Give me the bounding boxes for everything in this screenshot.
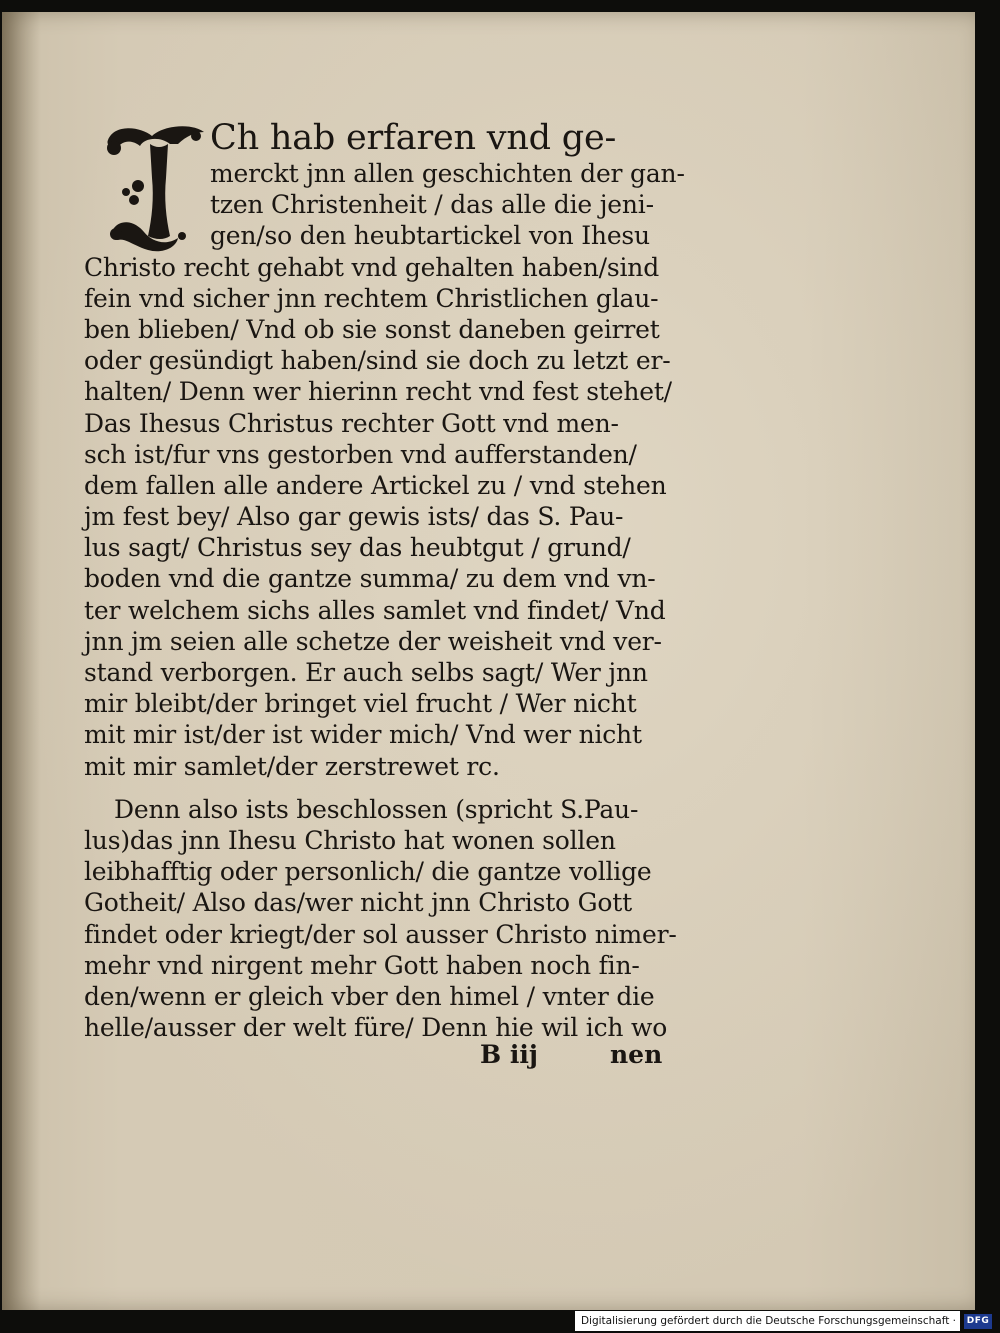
text-line: mit mir ist/der ist wider mich/ Vnd wer nicht (84, 720, 642, 750)
text-line: Denn also ists beschlossen (spricht S.Pau- (114, 794, 639, 824)
text-line: Christo recht gehabt vnd gehalten haben/sind (84, 252, 660, 282)
text-line: jnn jm seien alle schetze der weisheit vnd ver- (84, 626, 662, 656)
text-line: helle/ausser der welt füre/ Denn hie wil ich wo (84, 1013, 668, 1043)
text-line: sch ist/fur vns gestorben vnd aufferstanden/ (84, 439, 637, 469)
text-line: jm fest bey/ Also gar gewis ists/ das S. Pau- (84, 502, 624, 532)
text-line: boden vnd die gantze summa/ zu dem vnd vn- (84, 564, 656, 594)
main-text (84, 118, 685, 1043)
text-line: leibhafftig oder personlich/ die gantze vollige (84, 857, 652, 887)
text-line: merckt jnn allen geschichten der gan- (210, 159, 685, 188)
text-line: dem fallen alle andere Artickel zu / vnd stehen (84, 470, 667, 500)
text-line: ter welchem sichs alles samlet vnd findet/ Vnd (84, 595, 666, 625)
catchword: nen (610, 1040, 663, 1069)
digitization-credit: Digitalisierung gefördert durch die Deutsche Forschungsgemeinschaft · (575, 1311, 960, 1331)
text-line: Gotheit/ Also das/wer nicht jnn Christo Gott (84, 888, 632, 918)
text-line: mit mir samlet/der zerstrewet rc. (84, 751, 500, 781)
dfg-logo: DFG (964, 1314, 992, 1329)
signature-mark: B iij (480, 1040, 538, 1069)
page-gutter-shadow (2, 12, 40, 1310)
text-line: ben blieben/ Vnd ob sie sonst daneben geirret (84, 314, 660, 344)
text-line: halten/ Denn wer hierinn recht vnd fest stehet/ (84, 377, 672, 407)
text-line: mehr vnd nirgent mehr Gott haben noch fin- (84, 950, 640, 980)
text-line: lus sagt/ Christus sey das heubtgut / grund/ (84, 533, 631, 563)
text-line: Ch hab erfaren vnd ge- (210, 118, 617, 158)
text-line: lus)das jnn Ihesu Christo hat wonen sollen (84, 825, 616, 855)
text-line: den/wenn er gleich vber den himel / vnter die (84, 981, 655, 1011)
text-line: mir bleibt/der bringet viel frucht / Wer nicht (84, 689, 637, 719)
text-line: tzen Christenheit / das alle die jeni- (210, 190, 654, 220)
paragraph-gap (84, 782, 684, 794)
text-line: fein vnd sicher jnn rechtem Christlichen glau- (84, 283, 659, 313)
text-line: stand verborgen. Er auch selbs sagt/ Wer jnn (84, 658, 648, 687)
text-line: Das Ihesus Christus rechter Gott vnd men- (84, 408, 619, 438)
text-line: gen/so den heubtartickel von Ihesu (210, 221, 650, 251)
text-line: findet oder kriegt/der sol ausser Christo nimer- (84, 919, 677, 949)
text-line: oder gesündigt haben/sind sie doch zu letzt er- (84, 346, 671, 376)
